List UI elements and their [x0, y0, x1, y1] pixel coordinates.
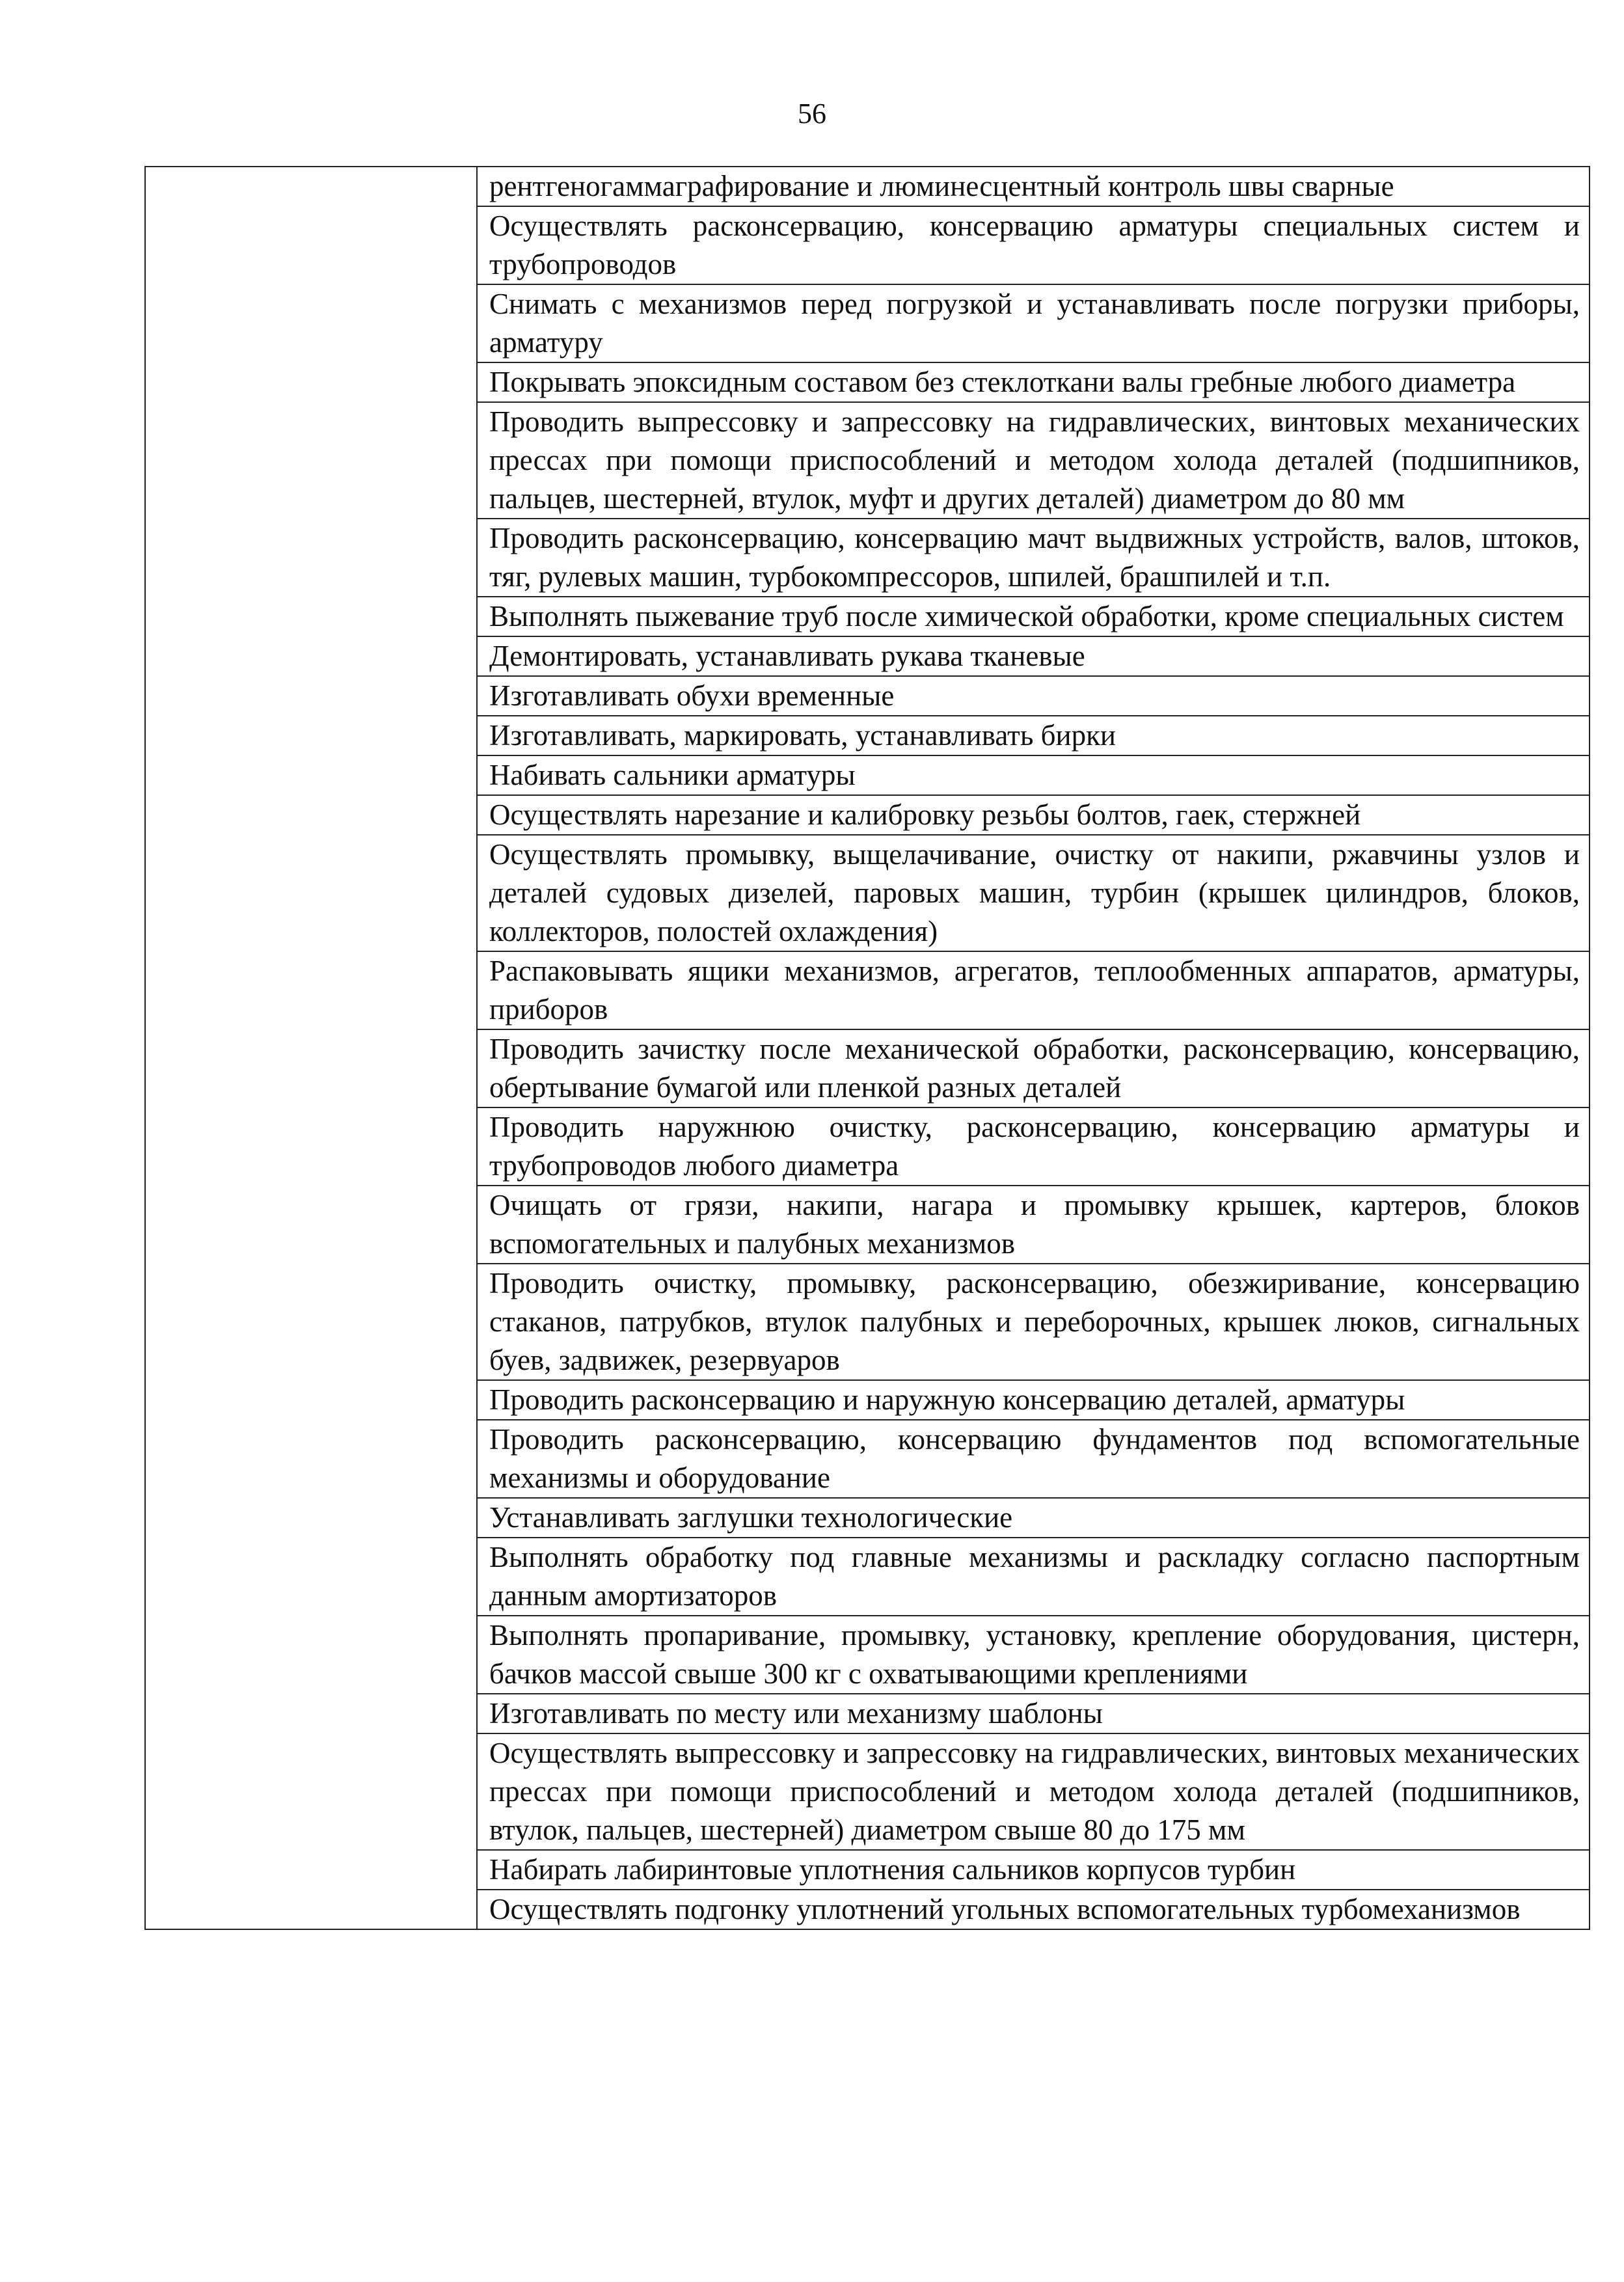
operation-text: Осуществлять нарезание и калибровку резьбы болтов, гаек, стержней	[489, 798, 1361, 831]
operation-text: Набирать лабиринтовые уплотнения сальников корпусов турбин	[489, 1853, 1296, 1886]
operation-text: Демонтировать, устанавливать рукава тканевые	[489, 640, 1085, 672]
operation-text: Выполнять пыжевание труб после химической обработки, кроме специальных систем	[489, 600, 1564, 632]
operation-cell	[477, 1498, 1590, 1538]
operation-cell	[477, 284, 1590, 362]
operation-cell	[477, 755, 1590, 795]
operation-cell	[477, 1029, 1590, 1107]
operation-cell	[477, 1733, 1590, 1850]
operation-text: Снимать с механизмов перед погрузкой и устанавливать после погрузки приборы, арматуру	[489, 288, 1580, 359]
profession-cell	[145, 167, 477, 1929]
operation-cell	[477, 519, 1590, 597]
operation-cell	[477, 597, 1590, 636]
operation-text: Выполнять обработку под главные механизмы и раскладку согласно паспортным данным амортизаторов	[489, 1541, 1580, 1612]
operations-table	[144, 166, 1590, 1930]
operation-text: Выполнять пропаривание, промывку, установку, крепление оборудования, цистерн, бачков массой свыше 300 кг с охватывающими креплениями	[489, 1619, 1580, 1690]
page-number: 56	[798, 98, 826, 129]
operation-text: Проводить расконсервацию и наружную консервацию деталей, арматуры	[489, 1383, 1405, 1416]
operation-text: Изготавливать по месту или механизму шаблоны	[489, 1697, 1103, 1730]
operation-text: Осуществлять подгонку уплотнений угольных вспомогательных турбомеханизмов	[489, 1893, 1521, 1925]
operation-cell	[477, 1380, 1590, 1420]
operation-text: Проводить расконсервацию, консервацию мачт выдвижных устройств, валов, штоков, тяг, рулевых машин, турбокомпрессоров, шпилей, брашпилей и т.п.	[489, 522, 1580, 593]
operation-cell	[477, 835, 1590, 951]
operation-cell	[477, 1264, 1590, 1380]
operation-cell	[477, 1850, 1590, 1890]
operation-cell	[477, 206, 1590, 284]
operation-text: Осуществлять промывку, выщелачивание, очистку от накипи, ржавчины узлов и деталей судовых дизелей, паровых машин, турбин (крышек цилиндров, блоков, коллекторов, полостей охлаждения)	[489, 838, 1580, 947]
operation-text: Распаковывать ящики механизмов, агрегатов, теплообменных аппаратов, арматуры, приборов	[489, 955, 1580, 1026]
operation-text: Проводить расконсервацию, консервацию фундаментов под вспомогательные механизмы и оборудование	[489, 1423, 1580, 1494]
operation-cell	[477, 1107, 1590, 1186]
table-row	[145, 167, 1590, 206]
operation-text: Набивать сальники арматуры	[489, 759, 856, 791]
operation-cell	[477, 362, 1590, 402]
operation-cell	[477, 1186, 1590, 1264]
operation-cell	[477, 1420, 1590, 1498]
operation-cell	[477, 1538, 1590, 1616]
operation-cell	[477, 716, 1590, 755]
operation-text: Изготавливать, маркировать, устанавливать бирки	[489, 719, 1116, 752]
operation-cell	[477, 1616, 1590, 1694]
operation-text: Осуществлять выпрессовку и запрессовку на гидравлических, винтовых механических прессах при помощи приспособлений и методом холода деталей (подшипников, втулок, пальцев, шестерней) диаметром свыше 80 до 175 мм	[489, 1737, 1580, 1846]
operation-text: Очищать от грязи, накипи, нагара и промывку крышек, картеров, блоков вспомогательных и палубных механизмов	[489, 1189, 1580, 1260]
operation-cell	[477, 636, 1590, 676]
operation-text: рентгеногаммаграфирование и люминесцентный контроль швы сварные	[489, 170, 1394, 202]
operation-text: Покрывать эпоксидным составом без стеклоткани валы гребные любого диаметра	[489, 366, 1516, 398]
operation-cell	[477, 402, 1590, 519]
operation-text: Проводить зачистку после механической обработки, расконсервацию, консервацию, обертывание бумагой или пленкой разных деталей	[489, 1033, 1580, 1104]
operation-text: Устанавливать заглушки технологические	[489, 1501, 1013, 1534]
operation-text: Проводить выпрессовку и запрессовку на гидравлических, винтовых механических прессах при помощи приспособлений и методом холода деталей (подшипников, пальцев, шестерней, втулок, муфт и других деталей) диаметром до 80 мм	[489, 405, 1580, 515]
operation-cell	[477, 1694, 1590, 1733]
operation-cell	[477, 676, 1590, 716]
operation-cell	[477, 951, 1590, 1029]
operation-cell	[477, 167, 1590, 206]
operation-text: Изготавливать обухи временные	[489, 679, 895, 712]
operation-cell	[477, 1890, 1590, 1929]
operation-text: Проводить очистку, промывку, расконсервацию, обезжиривание, консервацию стаканов, патрубков, втулок палубных и переборочных, крышек люков, сигнальных буев, задвижек, резервуаров	[489, 1267, 1580, 1376]
operation-text: Проводить наружнюю очистку, расконсервацию, консервацию арматуры и трубопроводов любого диаметра	[489, 1111, 1580, 1182]
operation-text: Осуществлять расконсервацию, консервацию арматуры специальных систем и трубопроводов	[489, 210, 1580, 280]
table-body	[145, 167, 1590, 1929]
operation-cell	[477, 795, 1590, 835]
